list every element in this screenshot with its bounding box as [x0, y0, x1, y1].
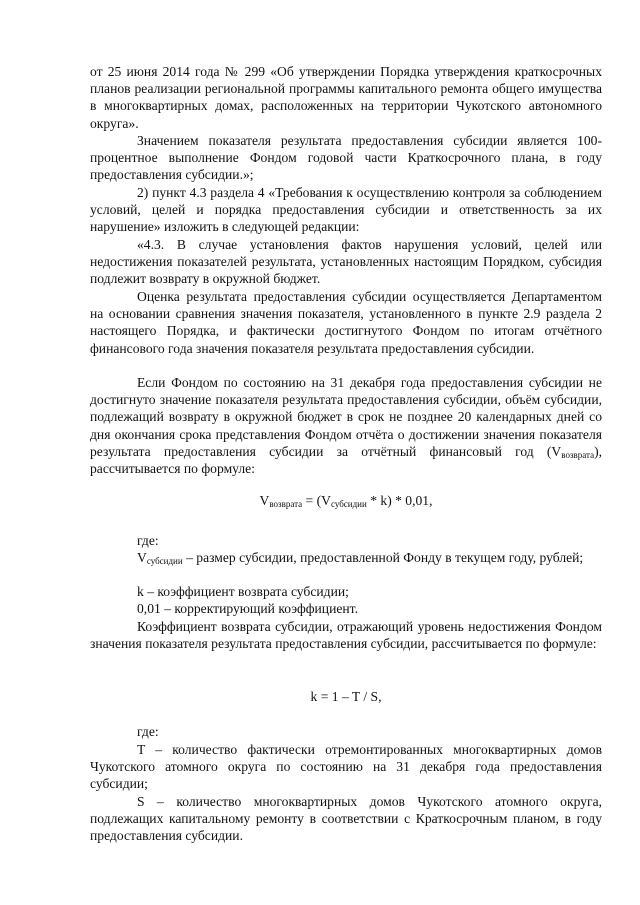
- paragraph-item-2: 2) пункт 4.3 раздела 4 «Требования к осуществлению контроля за соблюдением условий, целей и порядка предоставления субсидии и ответственность за их нарушение» изложить в следующей редакции:: [90, 185, 602, 235]
- paragraph-intro: от 25 июня 2014 года № 299 «Об утверждении Порядка утверждения краткосрочных планов реализации региональной программы капитального ремонта общего имущества в многоквартирных домах, расположенных на территории Чукотского автономного округа».: [90, 64, 602, 131]
- definition-t: T – количество фактически отремонтированных многоквартирных домов Чукотского атомного округа по состоянию на 31 декабря года предоставления субсидии;: [90, 742, 602, 792]
- definition-s: S – количество многоквартирных домов Чукотского атомного округа, подлежащих капитальному ремонту в соответствии с Краткосрочным планом, в году предоставления субсидии.: [90, 794, 602, 844]
- definition-k: k – коэффициент возврата субсидии;: [137, 584, 349, 599]
- def-v-symbol: V: [137, 550, 147, 565]
- definition-v-subsidy: [90, 549, 602, 566]
- return-amount-subscript: возврата: [561, 449, 595, 460]
- paragraph-indicator-value: Значением показателя результата предоставления субсидии является 100-процентное выполнение Фондом годовой части Краткосрочного плана, в году предоставления субсидии.»;: [90, 133, 602, 183]
- return-amount-text-end: ), рассчитывается по формуле:: [90, 443, 602, 477]
- paragraph-return-amount: [90, 374, 602, 477]
- definition-001: 0,01 – корректирующий коэффициент.: [137, 601, 358, 616]
- formula-end: * k) * 0,01,: [366, 493, 433, 508]
- formula-v-sub: возврата: [269, 499, 303, 509]
- paragraph-coefficient: Коэффициент возврата субсидии, отражающий уровень недостижения Фондом значения показателя результата предоставления субсидии, рассчитывается по формуле:: [90, 619, 602, 652]
- def-v-text: – размер субсидии, предоставленной Фонду в текущем году, рублей;: [182, 550, 584, 565]
- where-label-1: где:: [137, 533, 159, 548]
- paragraph-4-3: «4.3. В случае установления фактов нарушения условий, целей или недостижения показателей результата, установленных настоящим Порядком, субсидия подлежит возврату в окружной бюджет.: [90, 237, 602, 287]
- formula-return: [90, 492, 602, 509]
- formula-k: k = 1 – T / S,: [310, 689, 382, 704]
- paragraph-evaluation: Оценка результата предоставления субсидии осуществляется Департаментом на основании сравнения значения показателя, установленного в пункте 2.9 раздела 2 настоящего Порядка, и фактически достигнутого Фондом по итогам отчётного финансового года значения показателя результата предоставления субсидии.: [90, 289, 602, 356]
- return-amount-text: Если Фондом по состоянию на 31 декабря года предоставления субсидии не достигнуто значение показателя результата предоставления субсидии, объём субсидии, подлежащий возврату в окружной бюджет в срок не позднее 20 календарных дней со дня окончания срока представления Фондом отчёта о достижении значения показателя результата предоставления субсидии за отчётный финансовый год (V: [90, 375, 602, 459]
- formula-v: V: [259, 493, 270, 508]
- where-label-2: где:: [137, 724, 159, 739]
- formula-mid: = (V: [302, 493, 331, 508]
- formula-s-sub: субсидии: [330, 499, 367, 509]
- def-v-subscript: субсидии: [146, 556, 183, 566]
